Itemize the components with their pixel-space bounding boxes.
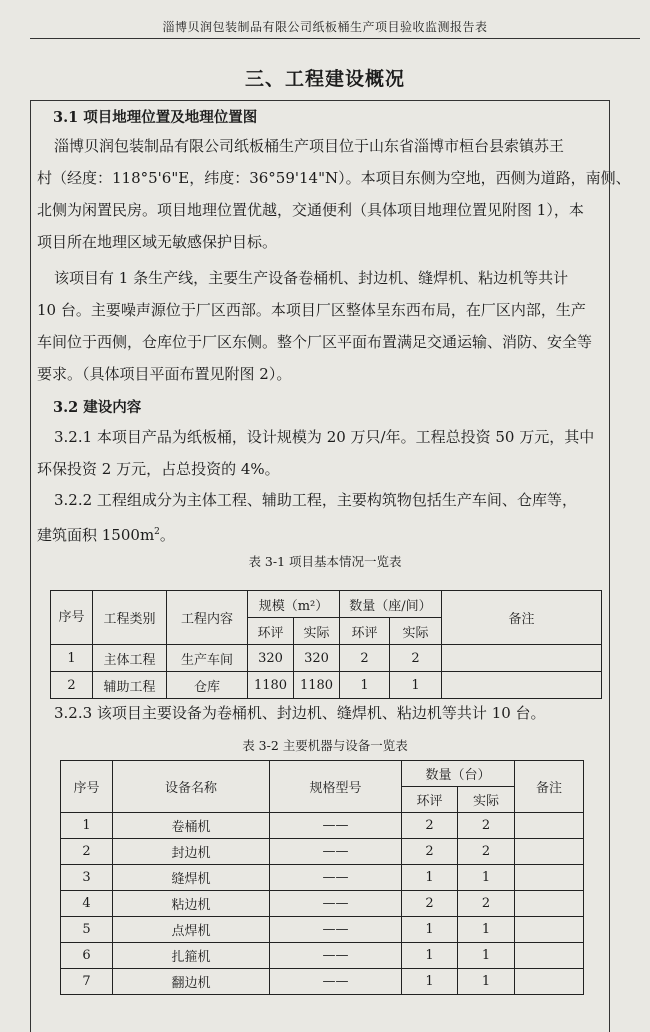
header-cell: 环评: [248, 618, 294, 645]
table-cell: 4: [61, 891, 113, 917]
table-row: [61, 839, 584, 865]
table-cell: 1: [402, 917, 458, 943]
table-cell: 2: [458, 839, 515, 865]
table-cell: 2: [402, 891, 458, 917]
project-info-table: [50, 590, 602, 699]
table-cell: ——: [270, 969, 402, 995]
subsection-3-1-title: 3.1 项目地理位置及地理位置图: [53, 109, 258, 126]
table-cell: 扎箍机: [113, 943, 270, 969]
table-cell: 点焊机: [113, 917, 270, 943]
table-cell: 卷桶机: [113, 813, 270, 839]
header-cell: 实际: [458, 787, 515, 813]
table-cell: 1180: [248, 672, 294, 699]
table-cell: 1: [402, 969, 458, 995]
table-cell: 320: [248, 645, 294, 672]
paragraph-3-2-1: [37, 421, 602, 485]
table-cell: 1: [458, 969, 515, 995]
header-cell: 设备名称: [113, 761, 270, 813]
table-cell: 1: [402, 865, 458, 891]
header-divider: [30, 38, 640, 39]
table-cell: 仓库: [167, 672, 248, 699]
table-cell: 2: [402, 813, 458, 839]
header-cell: 工程类别: [93, 591, 167, 645]
text-line: 北侧为闲置民房。项目地理位置优越，交通便利（具体项目地理位置见附图 1），本: [37, 201, 584, 219]
table-row: [61, 943, 584, 969]
header-cell: 序号: [61, 761, 113, 813]
table-3-1-caption: 表 3-1 项目基本情况一览表: [248, 554, 402, 569]
table-cell: 1: [458, 865, 515, 891]
table-cell: 2: [458, 891, 515, 917]
table-cell: 1: [458, 917, 515, 943]
table-cell: [515, 865, 584, 891]
area-suffix: 。: [159, 526, 175, 544]
table-cell: 1: [458, 943, 515, 969]
paragraph-3-2-2: [37, 484, 602, 551]
table-cell: 主体工程: [93, 645, 167, 672]
table-cell: ——: [270, 865, 402, 891]
text-line: 该项目有 1 条生产线，主要生产设备卷桶机、封边机、缝焊机、粘边机等共计: [54, 269, 569, 287]
table-cell: 封边机: [113, 839, 270, 865]
table-cell: [515, 839, 584, 865]
text-line: 淄博贝润包装制品有限公司纸板桶生产项目位于山东省淄博市桓台县索镇苏王: [54, 137, 565, 155]
table-cell: 6: [61, 943, 113, 969]
text-line: 项目所在地理区域无敏感保护目标。: [37, 233, 278, 251]
table-cell: [442, 672, 602, 699]
text-line: 环保投资 2 万元，占总投资的 4%。: [37, 460, 280, 478]
table-cell: ——: [270, 813, 402, 839]
header-cell: 备注: [515, 761, 584, 813]
header-cell: 实际: [294, 618, 340, 645]
table-cell: ——: [270, 839, 402, 865]
table-cell: 生产车间: [167, 645, 248, 672]
table-cell: 2: [390, 645, 442, 672]
table-cell: ——: [270, 917, 402, 943]
table-cell: ——: [270, 891, 402, 917]
table-cell: 粘边机: [113, 891, 270, 917]
page-header: 淄博贝润包装制品有限公司纸板桶生产项目验收监测报告表: [162, 20, 488, 34]
table-row: [61, 813, 584, 839]
header-cell: 规格型号: [270, 761, 402, 813]
subsection-3-2-title: 3.2 建设内容: [53, 399, 142, 416]
paragraph-layout: [37, 262, 602, 390]
table-cell: [515, 891, 584, 917]
table-cell: 1: [61, 813, 113, 839]
table-cell: 2: [51, 672, 93, 699]
header-cell: 序号: [51, 591, 93, 645]
table-header-row: [61, 761, 584, 787]
section-title: 三、工程建设概况: [244, 68, 405, 90]
table-cell: 1: [51, 645, 93, 672]
header-cell: 实际: [390, 618, 442, 645]
table-cell: [515, 969, 584, 995]
table-cell: 1: [390, 672, 442, 699]
table-cell: 2: [458, 813, 515, 839]
table-cell: [442, 645, 602, 672]
text-line: 3.2.2 工程组成分为主体工程、辅助工程，主要构筑物包括生产车间、仓库等，: [54, 491, 577, 509]
header-cell: 规模（m²）: [248, 591, 340, 618]
table-cell: 翻边机: [113, 969, 270, 995]
text-line: 3.2.1 本项目产品为纸板桶，设计规模为 20 万只/年。工程总投资 50 万元，其中: [54, 428, 595, 446]
table-header-row: [51, 591, 602, 618]
header-cell: 环评: [402, 787, 458, 813]
text-line: 村（经度：118°5'6"E，纬度：36°59'14"N）。本项目东侧为空地，西侧为道路，南侧、: [37, 169, 631, 187]
table-cell: 1: [340, 672, 390, 699]
table-row: [61, 891, 584, 917]
equipment-table: [60, 760, 584, 995]
table-cell: [515, 943, 584, 969]
table-row: [61, 969, 584, 995]
table-cell: 320: [294, 645, 340, 672]
table-cell: [515, 813, 584, 839]
header-cell: 备注: [442, 591, 602, 645]
area-text: 建筑面积 1500m: [37, 526, 155, 544]
text-line: 10 台。主要噪声源位于厂区西部。本项目厂区整体呈东西布局，在厂区内部，生产: [37, 301, 586, 319]
table-cell: 2: [402, 839, 458, 865]
paragraph-location: [37, 130, 631, 258]
area-superscript: 2: [154, 527, 160, 537]
table-cell: 1180: [294, 672, 340, 699]
table-cell: 3: [61, 865, 113, 891]
header-cell: 数量（座/间）: [340, 591, 442, 618]
table-cell: 2: [61, 839, 113, 865]
text-line: 车间位于西侧，仓库位于厂区东侧。整个厂区平面布置满足交通运输、消防、安全等: [37, 333, 593, 351]
table-cell: 2: [340, 645, 390, 672]
table-3-2-caption: 表 3-2 主要机器与设备一览表: [242, 738, 408, 753]
table-cell: 1: [402, 943, 458, 969]
table-cell: 5: [61, 917, 113, 943]
text-line: 3.2.3 该项目主要设备为卷桶机、封边机、缝焊机、粘边机等共计 10 台。: [54, 704, 546, 722]
table-row: [51, 672, 602, 699]
text-line: [37, 516, 602, 551]
table-cell: 辅助工程: [93, 672, 167, 699]
table-cell: 7: [61, 969, 113, 995]
header-cell: 工程内容: [167, 591, 248, 645]
text-line: 要求。（具体项目平面布置见附图 2）。: [37, 365, 292, 383]
header-cell: 数量（台）: [402, 761, 515, 787]
table-row: [61, 917, 584, 943]
header-cell: 环评: [340, 618, 390, 645]
table-row: [51, 645, 602, 672]
table-cell: ——: [270, 943, 402, 969]
table-cell: [515, 917, 584, 943]
table-cell: 缝焊机: [113, 865, 270, 891]
paragraph-3-2-3: [37, 697, 602, 729]
table-row: [61, 865, 584, 891]
